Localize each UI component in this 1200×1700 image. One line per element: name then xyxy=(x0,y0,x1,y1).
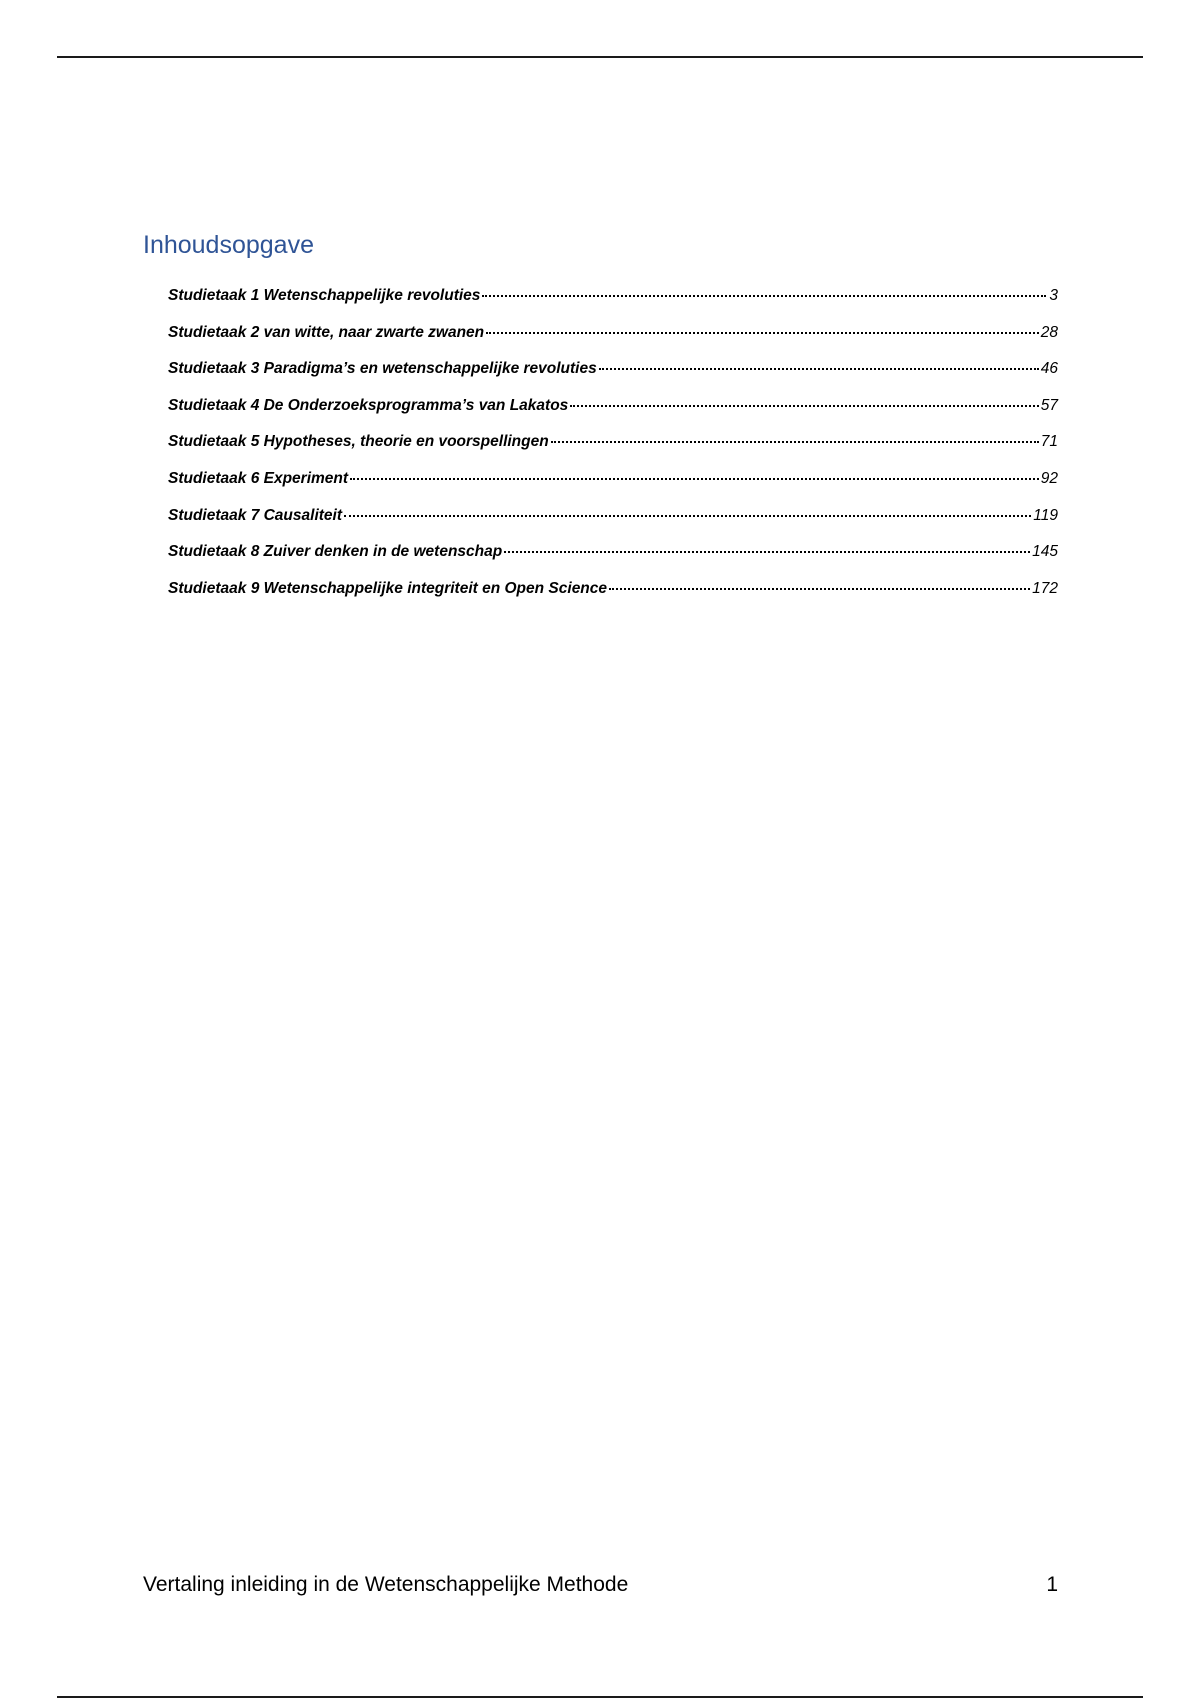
toc-entry-page: 46 xyxy=(1040,360,1058,378)
toc-dot-leader xyxy=(504,535,1030,553)
toc-entry-page: 119 xyxy=(1033,506,1058,524)
toc-entry-title: Studietaak 8 Zuiver denken in de wetenschap xyxy=(168,543,503,561)
toc-dot-leader xyxy=(599,352,1039,370)
toc-entry-page: 28 xyxy=(1040,323,1058,341)
toc-entry-page: 71 xyxy=(1040,433,1058,451)
toc-entry-4[interactable] xyxy=(168,388,1058,425)
toc-entry-1[interactable] xyxy=(168,278,1058,315)
toc-entry-title: Studietaak 3 Paradigma’s en wetenschappelijke revoluties xyxy=(168,360,597,378)
toc-entry-title: Studietaak 1 Wetenschappelijke revoluties xyxy=(168,287,481,304)
toc-entry-3[interactable] xyxy=(168,351,1058,388)
footer-rule xyxy=(57,1696,1143,1698)
toc-entry-5[interactable] xyxy=(168,424,1058,461)
toc-entry-page: 92 xyxy=(1040,469,1058,487)
toc-entry-9[interactable] xyxy=(168,571,1058,608)
toc-entry-title: Studietaak 5 Hypotheses, theorie en voorspellingen xyxy=(168,433,549,451)
toc-entry-6[interactable] xyxy=(168,461,1058,498)
toc-entry-title: Studietaak 2 van witte, naar zwarte zwanen xyxy=(168,323,485,341)
toc-entry-8[interactable] xyxy=(168,534,1058,571)
toc-entry-title: Studietaak 4 De Onderzoeksprogramma’s van Lakatos xyxy=(168,396,569,414)
toc-dot-leader xyxy=(570,389,1038,407)
footer-page-number: 1 xyxy=(1046,1573,1058,1596)
toc-entry-title: Studietaak 7 Causaliteit xyxy=(168,506,343,524)
toc-entry-2[interactable] xyxy=(168,315,1058,352)
toc-entry-title: Studietaak 6 Experiment xyxy=(168,469,349,487)
toc-dot-leader xyxy=(486,316,1039,334)
toc-entry-page: 3 xyxy=(1049,287,1058,304)
toc-dot-leader xyxy=(344,499,1031,517)
toc-entry-page: 172 xyxy=(1032,579,1058,597)
toc-dot-leader xyxy=(551,425,1039,443)
header-rule xyxy=(57,56,1143,58)
toc-entry-page: 57 xyxy=(1040,396,1058,414)
toc-heading: Inhoudsopgave xyxy=(143,231,314,259)
toc-entry-7[interactable] xyxy=(168,498,1058,535)
toc-dot-leader xyxy=(609,572,1030,590)
toc-entry-title: Studietaak 9 Wetenschappelijke integriteit en Open Science xyxy=(168,579,608,597)
footer-document-title: Vertaling inleiding in de Wetenschappelijke Methode xyxy=(143,1573,629,1596)
toc-dot-leader xyxy=(482,279,1046,297)
toc-entry-page: 145 xyxy=(1032,543,1058,561)
page-footer xyxy=(143,1570,1058,1600)
toc-dot-leader xyxy=(350,462,1039,480)
table-of-contents xyxy=(168,278,1058,607)
